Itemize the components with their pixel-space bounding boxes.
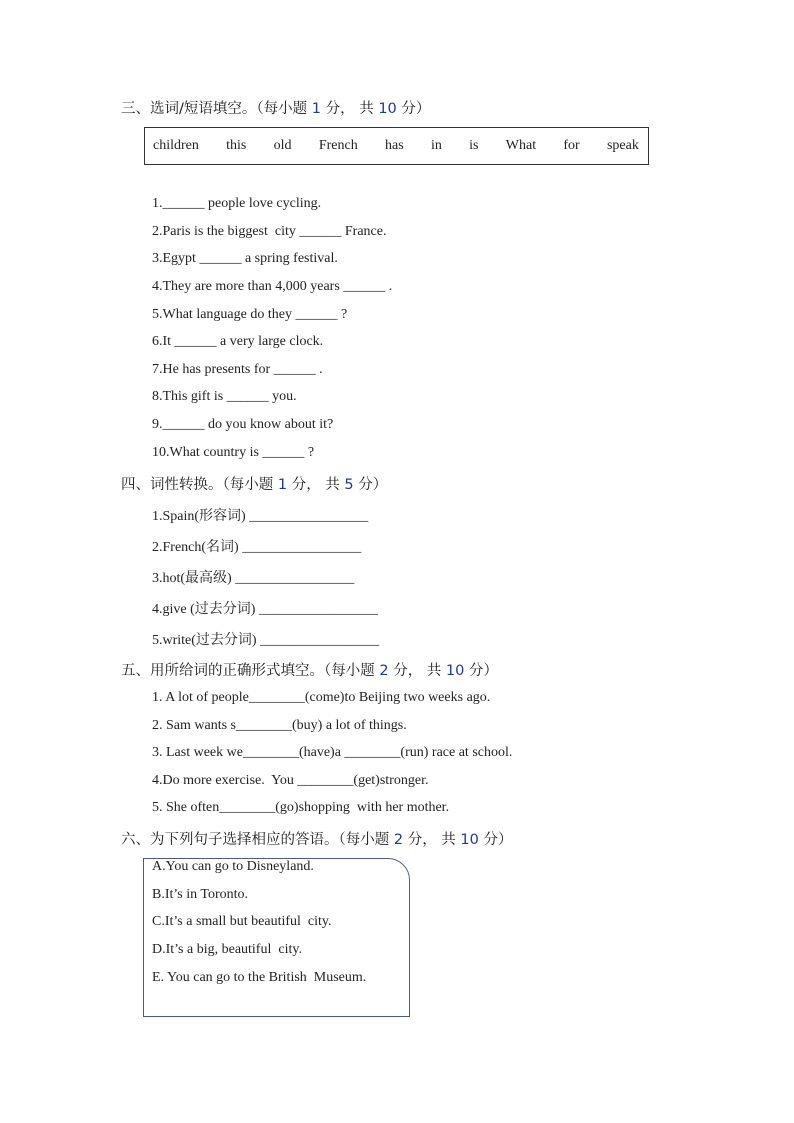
- section-6-heading: 六、为下列句子选择相应的答语。（每小题 2 分， 共 10 分）: [121, 832, 513, 848]
- answer-option: B.It’s in Toronto.: [152, 887, 248, 902]
- word-form-question: 1.Spain(形容词) _________________: [152, 509, 369, 524]
- fill-blank-question: 4.They are more than 4,000 years ______ .: [152, 279, 393, 294]
- word-bank-item: French: [318, 138, 358, 153]
- answer-option: D.It’s a big, beautiful city.: [152, 942, 302, 957]
- answer-option: E. You can go to the British Museum.: [152, 970, 367, 985]
- word-bank-item: is: [469, 138, 479, 153]
- fill-blank-question: 6.It ______ a very large clock.: [152, 334, 324, 349]
- word-bank-item: What: [505, 138, 537, 153]
- word-bank-item: has: [385, 138, 404, 153]
- answer-option: A.You can go to Disneyland.: [152, 859, 314, 874]
- verb-form-question: 4.Do more exercise. You ________(get)stronger.: [152, 773, 429, 788]
- section-3-heading: 三、选词/短语填空。（每小题 1 分， 共 10 分）: [121, 101, 431, 117]
- fill-blank-question: 2.Paris is the biggest city ______ France.: [152, 224, 387, 239]
- word-bank-item: speak: [606, 138, 639, 153]
- word-form-question: 2.French(名词) _________________: [152, 540, 362, 555]
- word-bank-item: for: [563, 138, 580, 153]
- answer-option: C.It’s a small but beautiful city.: [152, 914, 332, 929]
- word-form-question: 3.hot(最高级) _________________: [152, 571, 355, 586]
- fill-blank-question: 3.Egypt ______ a spring festival.: [152, 251, 338, 266]
- verb-form-question: 5. She often________(go)shopping with her mother.: [152, 800, 450, 815]
- word-form-question: 4.give (过去分词) _________________: [152, 602, 378, 617]
- fill-blank-question: 7.He has presents for ______ .: [152, 362, 323, 377]
- fill-blank-question: 9.______ do you know about it?: [152, 417, 334, 432]
- word-bank-item: children: [153, 138, 199, 153]
- section-4-heading: 四、词性转换。（每小题 1 分， 共 5 分）: [121, 477, 388, 493]
- answer-options-box: [143, 858, 410, 1017]
- verb-form-question: 3. Last week we________(have)a ________(run) race at school.: [152, 745, 513, 760]
- word-bank-item: in: [430, 138, 442, 153]
- fill-blank-question: 5.What language do they ______ ?: [152, 307, 348, 322]
- word-bank-item: old: [273, 138, 292, 153]
- verb-form-question: 1. A lot of people________(come)to Beijing two weeks ago.: [152, 690, 491, 705]
- verb-form-question: 2. Sam wants s________(buy) a lot of things.: [152, 718, 407, 733]
- section-5-heading: 五、用所给词的正确形式填空。（每小题 2 分， 共 10 分）: [121, 663, 498, 679]
- word-bank-item: this: [226, 138, 247, 153]
- word-form-question: 5.write(过去分词) _________________: [152, 633, 380, 648]
- fill-blank-question: 10.What country is ______ ?: [152, 445, 315, 460]
- word-bank-box: [144, 127, 649, 165]
- fill-blank-question: 1.______ people love cycling.: [152, 196, 322, 211]
- fill-blank-question: 8.This gift is ______ you.: [152, 389, 297, 404]
